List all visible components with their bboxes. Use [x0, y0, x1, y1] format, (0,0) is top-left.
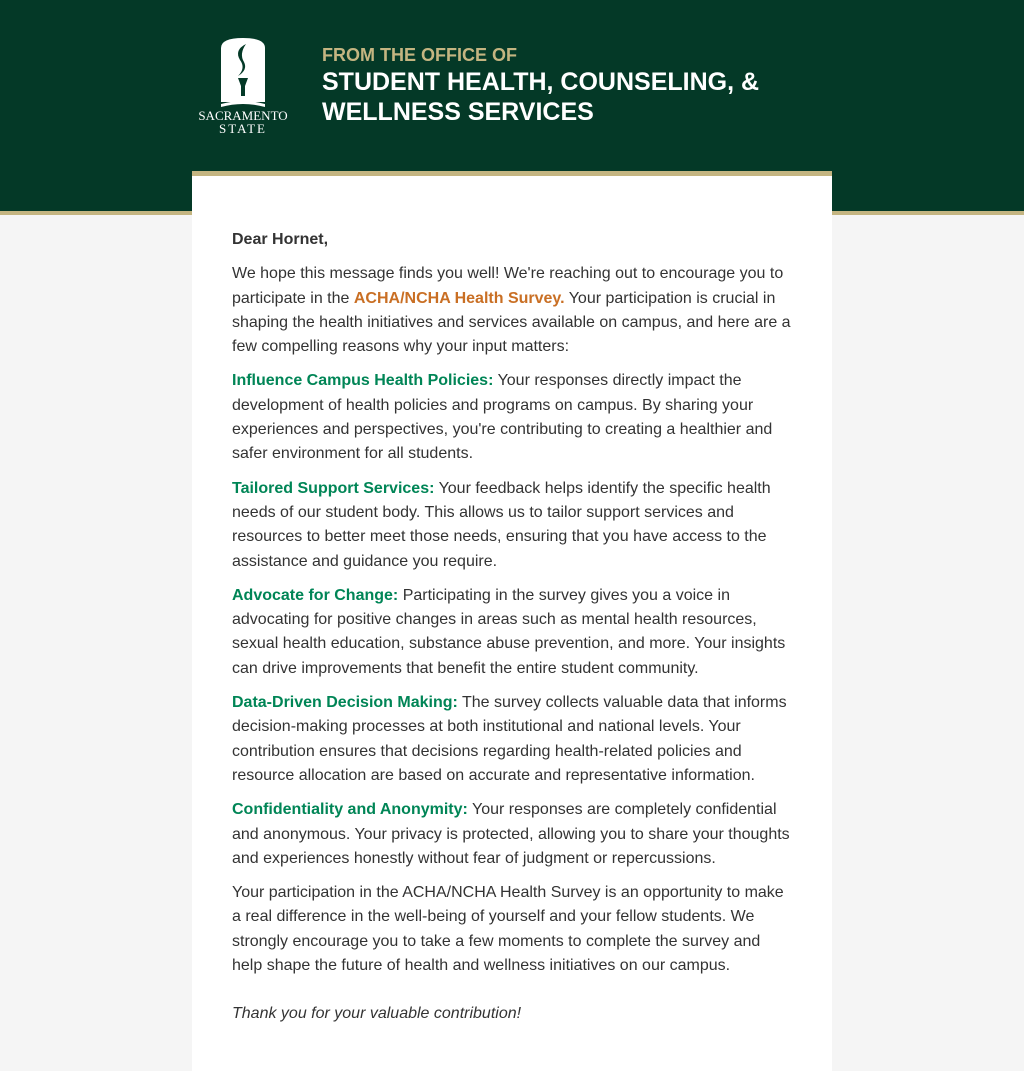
- intro-paragraph: [232, 262, 792, 359]
- reason-paragraph: [232, 584, 792, 681]
- closing-paragraph: Your participation in the ACHA/NCHA Health Survey is an opportunity to make a real difference in the well-being of yourself and your fellow students. We strongly encourage you to take a few moments to complete the survey and help shape the future of health and wellness initiatives on our campus.: [232, 884, 784, 975]
- reason-paragraph: [232, 477, 792, 574]
- reason-text: The survey collects valuable data that informs decision-making processes at both institutional and national levels. Your contribution ensures that decisions regarding health-related policies and resource allocation are based on accurate and representative information.: [232, 694, 787, 784]
- reason-title: Advocate for Change:: [232, 586, 399, 604]
- survey-link[interactable]: ACHA/NCHA Health Survey.: [353, 289, 565, 307]
- greeting: Dear Hornet,: [232, 231, 329, 248]
- office-name-line2: WELLNESS SERVICES: [322, 98, 594, 126]
- reason-title: Influence Campus Health Policies:: [232, 372, 494, 390]
- reason-title: Data-Driven Decision Making:: [232, 694, 458, 712]
- email-body-card: [192, 171, 832, 1071]
- header-kicker: FROM THE OFFICE OF: [322, 45, 517, 65]
- reason-title: Tailored Support Services:: [232, 479, 435, 497]
- office-name-line1: STUDENT HEALTH, COUNSELING, &: [322, 68, 760, 96]
- reason-text: Your responses are completely confidential and anonymous. Your privacy is protected, allowing you to share your thoughts and experiences honestly without fear of judgment or repercussions.: [232, 801, 790, 867]
- reason-title: Confidentiality and Anonymity:: [232, 801, 468, 819]
- reason-paragraph: [232, 691, 792, 788]
- reason-paragraph: [232, 369, 792, 466]
- sacramento-state-logo: [194, 36, 292, 136]
- reason-paragraph: [232, 798, 792, 871]
- svg-text:SACRAMENTO: SACRAMENTO: [198, 108, 288, 123]
- intro-text: We hope this message finds you well! We're reaching out to encourage you to participate in the: [232, 265, 784, 307]
- thanks-line: Thank you for your valuable contribution!: [232, 1005, 522, 1023]
- intro-text-cont: Your participation is crucial in shaping the health initiatives and services available on campus, and here are a few compelling reasons why your input matters:: [232, 289, 791, 356]
- reason-text: Your feedback helps identify the specific health needs of our student body. This allows us to tailor support services and resources to better meet those needs, ensuring that you have access to the assistance and guidance you require.: [232, 479, 771, 570]
- reason-text: Your responses directly impact the development of health policies and programs on campus. By sharing your experiences and perspectives, you're contributing to creating a healthier and safer environment for all students.: [232, 372, 773, 463]
- reason-text: Participating in the survey gives you a voice in advocating for positive changes in areas such as mental health resources, sexual health education, substance abuse prevention, and more. Your insights can drive improvements that benefit the entire student community.: [232, 586, 786, 677]
- svg-text:STATE: STATE: [219, 121, 267, 136]
